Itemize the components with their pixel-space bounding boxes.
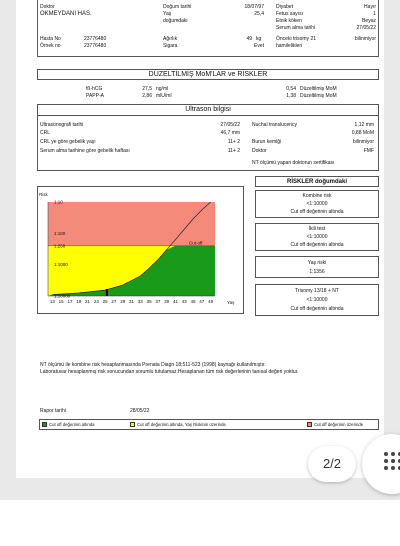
prev-t21-value: bilinmiyor <box>354 36 376 42</box>
us-left-value: 11+ 2 <box>227 148 240 154</box>
ultrasound-title: Ultrason bilgisi <box>185 106 231 113</box>
mom-row-value: 27,5 <box>142 86 152 92</box>
weight-unit: kg <box>256 36 262 42</box>
diabetes-value: Hayır <box>364 4 376 10</box>
x-axis-title: Yaş <box>227 300 235 305</box>
risk-item-value: 1:1356 <box>309 269 325 275</box>
risks-title: RİSKLER doğumdaki <box>286 179 347 185</box>
x-tick-label: 23 <box>93 299 99 304</box>
patient-no-label: Hasta No <box>40 36 61 42</box>
legend-swatch <box>307 422 312 427</box>
cutoff-label: Cut-off <box>189 240 203 246</box>
fetus-value: 1 <box>373 11 376 17</box>
us-right-value: 0,88 MoM <box>351 130 374 136</box>
x-tick-label: 47 <box>199 299 205 304</box>
legend-swatch <box>130 422 135 427</box>
footnote-line-1: NT ölçümü ile kombine risk hesaplanmasında Prenata Diagn 18;511-523 (1998) kaynağı kullanılmıştır. <box>40 362 266 368</box>
age-value: 25,4 <box>254 11 264 17</box>
x-tick-label: 33 <box>137 299 143 304</box>
legend-item-green <box>42 420 132 429</box>
us-left-value: 11+ 2 <box>227 139 240 145</box>
x-tick-label: 39 <box>164 299 170 304</box>
mom-row-mom-label: Düzeltilmiş MoM <box>300 86 337 92</box>
x-tick-label: 29 <box>120 299 126 304</box>
age-label: Yaş <box>163 11 172 17</box>
risk-item-status: Cut off değerinin altında <box>290 306 344 312</box>
risk-item-value: <1:10000 <box>306 234 328 240</box>
x-tick-label: 21 <box>85 299 91 304</box>
patient-no-value: 23776480 <box>84 36 107 42</box>
page-indicator[interactable]: 2/2 <box>308 446 356 482</box>
mom-row-unit: ng/ml <box>156 86 169 92</box>
patient-marker <box>106 289 108 296</box>
us-right-value: bilinmiyor <box>352 139 374 145</box>
risk-item-title: Yaş riski <box>307 260 327 266</box>
x-tick-label: 43 <box>181 299 187 304</box>
birth-date-label: Doğum tarihi <box>163 4 192 10</box>
x-tick-label: 35 <box>146 299 152 304</box>
us-right-label: Burun kemiği <box>252 139 282 145</box>
x-tick-label: 15 <box>58 299 64 304</box>
mom-row-value: 2,86 <box>142 93 152 99</box>
prev-t21-label: Önceki trisomy 21 <box>276 36 317 42</box>
viewer-bottom-area <box>0 500 400 546</box>
x-tick-label: 41 <box>172 299 178 304</box>
x-tick-label: 49 <box>208 299 214 304</box>
us-left-label: Serum alma tarihine göre gebelik haftası <box>40 148 130 154</box>
us-left-label: CRL <box>40 130 51 136</box>
x-tick-label: 17 <box>67 299 73 304</box>
us-right-label: Nuchal translucency <box>252 122 298 128</box>
weight-value: 49 <box>246 36 252 42</box>
mom-row-mom-label: Düzeltilmiş MoM <box>300 93 337 99</box>
x-tick-label: 27 <box>111 299 117 304</box>
us-right-value: FMF <box>363 148 374 154</box>
mom-row-name: fß-hCG <box>86 86 103 92</box>
mom-row-unit: mlU/ml <box>156 93 172 99</box>
us-right-label: Doktor <box>252 148 267 154</box>
report-date-value: 28/05/22 <box>130 408 150 414</box>
at-birth-label: doğumdaki <box>163 18 188 24</box>
risk-chart <box>37 186 244 314</box>
mom-section-title: DÜZELTİLMİŞ MoM'LAR ve RİSKLER <box>148 71 268 78</box>
footnote-line-2: Laboratuvar hesaplanmış risk sonucundan sorumlu tutulamaz.Hesaplanan tüm risk değerlerinin tanısal değeri yoktur. <box>40 369 299 375</box>
us-right-value: 1,12 mm <box>354 122 374 128</box>
y-tick-label: 1:10000 <box>54 293 71 299</box>
doctor-value: OKMEYDANI HAS. <box>40 11 92 17</box>
mom-row-mom: 1,38 <box>286 93 296 99</box>
x-tick-label: 13 <box>49 299 55 304</box>
smoking-label: Sigara <box>163 43 178 49</box>
x-tick-label: 45 <box>190 299 196 304</box>
doctor-label: Doktor <box>40 4 55 10</box>
legend-item-red <box>307 420 379 429</box>
risk-item-title: İkili test <box>308 226 326 232</box>
risk-item-title: Kombine risk <box>302 193 332 199</box>
risk-item-title: Trisomy 13/18 + NT <box>295 288 339 294</box>
report-page <box>16 0 384 478</box>
us-left-value: 27/05/22 <box>220 122 240 128</box>
serum-date-value: 27/05/22 <box>356 25 376 31</box>
nt-certificate-note: NT ölçümü yapan doktorun sertifikası <box>252 160 335 166</box>
x-tick-label: 25 <box>102 299 108 304</box>
birth-date-value: 18/07/97 <box>244 4 264 10</box>
legend-item-yellow <box>130 420 290 429</box>
prev-t21-label-2: hamilelikleri <box>276 43 303 49</box>
legend-swatch <box>42 422 47 427</box>
risk-item-value: <1:10000 <box>306 201 328 207</box>
legend-label: Cut off değerinin altında <box>49 421 95 427</box>
y-axis-title: Risk <box>39 192 48 197</box>
grid-dots-icon <box>384 452 400 472</box>
risk-item-status: Cut off değerinin altında <box>290 209 344 215</box>
us-left-label: CRL ye göre gebelik yaşı <box>40 139 96 145</box>
sample-no-value: 23776480 <box>84 43 107 49</box>
mom-row-mom: 0,54 <box>286 86 296 92</box>
risk-item-value: <1:10000 <box>306 297 328 303</box>
fetus-label: Fetus sayısı <box>276 11 303 17</box>
weight-label: Ağırlık <box>163 36 178 42</box>
sample-no-label: Örnek no <box>40 43 61 49</box>
x-tick-label: 37 <box>155 299 161 304</box>
us-left-label: Ultrasonografi tarihi <box>40 122 84 128</box>
mom-row-name: PAPP-A <box>86 93 104 99</box>
legend-label: Cut off değerinin altında, Yaş Riskinin üzerinde <box>137 421 226 427</box>
us-left-value: 46,7 mm <box>220 130 240 136</box>
y-tick-label: 1:250 <box>54 243 66 249</box>
y-tick-label: 1:10 <box>54 199 63 205</box>
ethnic-value: Beyaz <box>362 18 376 24</box>
diabetes-label: Diyabet <box>276 4 293 10</box>
smoking-value: Evet <box>253 43 264 49</box>
serum-date-label: Serum alma tarihi <box>276 25 316 31</box>
legend-label: Cut off değerinin üzerinde <box>314 421 364 427</box>
ethnic-label: Etnik köken <box>276 18 302 24</box>
y-tick-label: 1:100 <box>54 230 66 236</box>
risk-item-status: Cut off değerinin altında <box>290 242 344 248</box>
y-tick-label: 1:1000 <box>54 262 68 268</box>
x-tick-label: 19 <box>76 299 82 304</box>
report-date-label: Rapor tarihi <box>40 408 66 414</box>
x-tick-label: 31 <box>128 299 135 304</box>
